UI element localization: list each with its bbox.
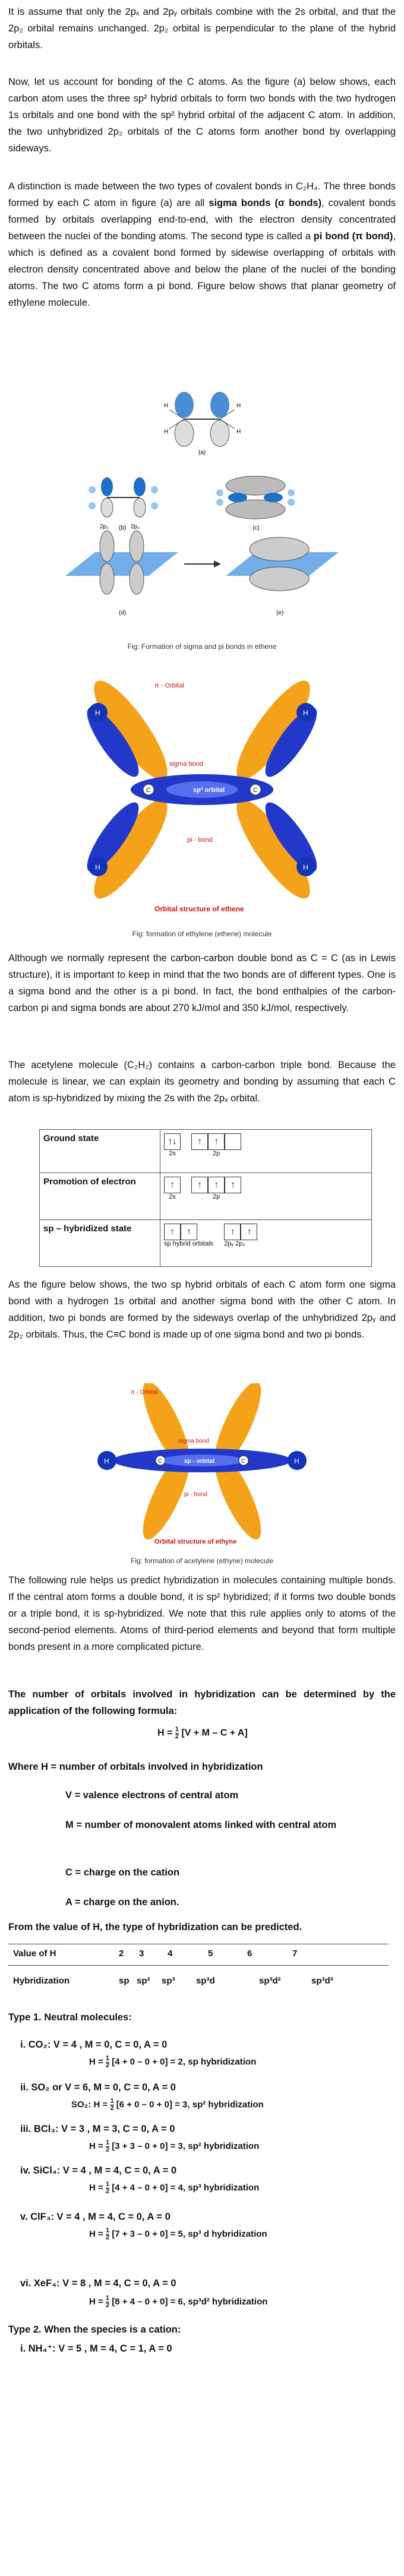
paragraph-sigma-pi-distinction xyxy=(8,178,396,311)
type2-heading: Type 2. When the species is a cation: xyxy=(8,2324,181,2335)
calc-half xyxy=(106,2140,109,2153)
example-calc xyxy=(89,2055,256,2069)
example-head: iii. BCl₃: V = 3 , M = 3, C = 0, A = 0 xyxy=(20,2124,175,2134)
diagram-d xyxy=(65,524,178,616)
frac-num: 1 xyxy=(105,2055,110,2062)
figure-caption: Fig: formation of acetylene (ethyne) molecule xyxy=(130,1557,274,1565)
h-label: H xyxy=(294,1457,299,1465)
table-row xyxy=(40,1130,372,1173)
hyb-table-mid-rule xyxy=(8,1965,389,1966)
row-label: Promotion of electron xyxy=(40,1173,160,1220)
example-head: i. NH₄⁺: V = 5 , M = 4, C = 1, A = 0 xyxy=(20,2343,172,2354)
calc-rhs: [7 + 3 – 0 + 0] = 5, sp³ d hybridization xyxy=(112,2229,267,2239)
label-a: (a) xyxy=(198,449,206,456)
example-calc xyxy=(89,2295,267,2309)
def-m: M = number of monovalent atoms linked with central atom xyxy=(65,1820,337,1830)
figure-ethyne-orbital-structure xyxy=(89,1383,315,1550)
calc-lhs: H = xyxy=(89,2182,103,2193)
h-value: 3 xyxy=(139,1948,144,1959)
example-head: vi. XeF₄: V = 8 , M = 4, C = 0, A = 0 xyxy=(20,2278,176,2289)
pi-orbital-label: π - Orbital xyxy=(154,682,184,689)
h-label: H xyxy=(236,403,241,409)
calc-lhs: H = xyxy=(89,2141,103,2152)
orbital-box: ↑ xyxy=(241,1224,257,1240)
hyb-type: sp³ xyxy=(162,1976,175,1986)
box-group xyxy=(191,1177,241,1200)
box-group xyxy=(164,1133,181,1157)
frac-den: 2 xyxy=(105,2234,110,2241)
def-h: Where H = number of orbitals involved in hybridization xyxy=(8,1761,263,1772)
orbital-sublabel: 2pᵧ 2p₂ xyxy=(224,1240,245,1247)
diagram-c xyxy=(216,476,295,531)
h-label: H xyxy=(95,863,100,872)
orbital-box: ↑ xyxy=(164,1224,181,1240)
diagram-b xyxy=(89,477,158,531)
box-group xyxy=(164,1224,213,1247)
orbital-box: ↑ xyxy=(191,1177,208,1193)
calc-half xyxy=(106,2055,109,2069)
c-label: C xyxy=(146,787,151,794)
frac-num: 1 xyxy=(105,2181,110,2188)
c-label: C xyxy=(253,787,258,794)
pi-bond-label: pi - bond xyxy=(187,837,213,844)
c-label: C xyxy=(158,1458,162,1464)
orbital-sublabel: 2s xyxy=(169,1193,176,1200)
arrow-head xyxy=(214,560,221,568)
def-c: C = charge on the cation xyxy=(65,1867,180,1878)
ethyne-orbital-art xyxy=(89,1383,315,1550)
paragraph-bonding-c-atoms: Now, let us account for bonding of the C atoms. As the figure (a) below shows, each carbon atom uses the three sp² hybrid orbitals to form two bonds with the two hydrogen 1s orbitals and one bond with the sp² hybrid orbital of the adjacent C atom. In addition, the two unhybridized 2p₂ orbitals of the C atoms form another bond by overlapping sideways. xyxy=(8,77,396,154)
h-value: 4 xyxy=(168,1948,173,1959)
example-head: v. ClF₃: V = 4 , M = 4, C = 0, A = 0 xyxy=(20,2211,171,2222)
diagram-a xyxy=(164,392,241,456)
def-from-h: From the value of H, the type of hybridization can be predicted. xyxy=(8,1922,302,1932)
calc-lhs: H = xyxy=(89,2057,103,2067)
hyb-row-label: Hybridization xyxy=(13,1976,70,1986)
figure-ethene-sigma-pi xyxy=(59,374,345,635)
hyb-type: sp xyxy=(119,1976,130,1986)
text-run: , which is defined as a covalent bond formed by sidewise overlapping of orbitals with electron density concentrated above and below the plane of the nuclei of the bonding atoms. The two C atoms form a pi bond. Figure below shows that planar geometry of ethylene molecule. xyxy=(8,231,396,308)
formula-rhs: [V + M – C + A] xyxy=(181,1728,248,1738)
def-a: A = charge on the anion. xyxy=(65,1897,179,1908)
orbital-box: ↑ xyxy=(181,1224,197,1240)
h-label: H xyxy=(104,1457,109,1465)
calc-half xyxy=(106,2228,109,2241)
h-value: 7 xyxy=(292,1948,298,1959)
pi-bond-term: pi bond (π bond) xyxy=(313,231,393,242)
frac-den: 2 xyxy=(105,2188,110,2195)
h-value: 6 xyxy=(247,1948,252,1959)
hyb-type: sp³d³ xyxy=(311,1976,333,1986)
orbital-box: ↑ xyxy=(164,1177,181,1193)
paragraph-sp-hybrid: As the figure below shows, the two sp hybrid orbitals of each C atom form one sigma bond with a hydrogen 1s orbital and another sigma bond with the other C atom. In addition, two pi bonds are formed by the sideways overlap of the unhybridized 2pᵧ and 2p₂ orbitals. Thus, the C≡C bond is made up of one sigma bond and two pi bonds. xyxy=(8,1279,396,1340)
ethene-orbital-diagram xyxy=(59,374,345,635)
hyb-header-label: Value of H xyxy=(13,1948,56,1959)
row-label: sp – hybridized state xyxy=(40,1220,160,1267)
frac-num: 1 xyxy=(105,2227,110,2234)
pi-bond-label: pi - bond xyxy=(184,1491,207,1498)
frac-den: 2 xyxy=(105,2302,110,2309)
h-value: 2 xyxy=(119,1948,124,1959)
pi-orbital-label: π - Orbital xyxy=(131,1389,158,1396)
hyb-type: sp³d xyxy=(196,1976,215,1986)
h-label: H xyxy=(303,863,308,872)
sigma-bond-term: sigma bonds (σ bonds) xyxy=(209,198,322,208)
orbital-structure-label: Orbital structure of ethyne xyxy=(154,1538,237,1545)
orbital-box: ↑ xyxy=(208,1133,225,1150)
orbital-box: ↑ xyxy=(208,1177,225,1193)
paragraph-double-bond: Although we normally represent the carbon-carbon double bond as C = C (as in Lewis structure), it is important to keep in mind that the two bonds are of different types. One is a sigma bond and the other is a pi bond. In fact, the bond enthalpies of the carbon-carbon pi and sigma bonds are about 270 kJ/mol and 350 kJ/mol, respectively. xyxy=(8,953,396,1013)
hyb-type: sp² xyxy=(137,1976,150,1986)
example-head: iv. SiCl₄: V = 4 , M = 4, C = 0, A = 0 xyxy=(20,2165,177,2176)
calc-rhs: [8 + 4 – 0 + 0] = 6, sp³d² hybridization xyxy=(112,2296,268,2307)
label-d: (d) xyxy=(119,610,127,616)
example-calc xyxy=(89,2228,267,2241)
text-run: , covalent bonds formed by orbitals overlapping end-to-end, with the electron density concentrated between the nuclei of the bonding atoms. The second type is called a xyxy=(8,198,396,242)
text-run: A distinction is made between the two types of covalent bonds in C₂H₄. The three bonds formed by each C atom in figure (a) are all xyxy=(8,181,396,208)
h-label: H xyxy=(164,429,169,435)
def-v: V = valence electrons of central atom xyxy=(65,1790,239,1801)
figure-caption: Fig: formation of ethylene (ethene) molecule xyxy=(132,930,272,938)
pz-label: 2p₂ xyxy=(131,524,140,530)
orbital-box: ↑ xyxy=(191,1133,208,1150)
orbital-box: ↑ xyxy=(224,1224,241,1240)
orbital-sublabel: 2p xyxy=(213,1150,220,1157)
label-e: (e) xyxy=(276,610,284,616)
example-calc xyxy=(89,2181,259,2195)
orbital-box xyxy=(225,1133,241,1150)
formula-half xyxy=(175,1726,179,1740)
orbital-sublabel: sp hybrid orbitals xyxy=(164,1240,214,1247)
orbital-box: ↑↓ xyxy=(164,1133,181,1150)
orbital-sublabel: 2s xyxy=(169,1150,176,1157)
config-cell xyxy=(160,1173,372,1220)
sigma-bond-label: sigma bond xyxy=(178,1438,209,1444)
calc-half xyxy=(106,2295,109,2309)
formula-lhs: H = xyxy=(157,1728,173,1738)
calc-rhs: [3 + 3 – 0 + 0] = 3, sp² hybridization xyxy=(112,2141,260,2152)
figure-caption: Fig: Formation of sigma and pi bonds in ethene xyxy=(127,642,277,651)
config-cell xyxy=(160,1220,372,1267)
figure-ethene-orbital-structure xyxy=(65,665,339,920)
sigma-bond-label: sigma bond xyxy=(169,761,203,768)
h-label: H xyxy=(236,429,241,435)
c-label: C xyxy=(241,1458,245,1464)
label-b: (b) xyxy=(119,525,127,531)
h-label: H xyxy=(164,403,169,409)
frac-den: 2 xyxy=(110,2105,114,2112)
h-value: 5 xyxy=(208,1948,213,1959)
calc-lhs: H = xyxy=(89,2296,103,2307)
orbital-structure-label: Orbital structure of ethene xyxy=(154,905,244,913)
h-label: H xyxy=(95,709,100,717)
frac-num: 1 xyxy=(175,1726,179,1733)
example-head: ii. SO₂ or V = 6, M = 0, C = 0, A = 0 xyxy=(20,2082,176,2093)
config-cell xyxy=(160,1130,372,1173)
box-group xyxy=(164,1177,181,1200)
type1-heading: Type 1. Neutral molecules: xyxy=(8,2012,132,2023)
ethene-orbital-art xyxy=(65,665,339,920)
h-label: H xyxy=(303,709,308,717)
paragraph-pz-orbital: It is assume that only the 2pₓ and 2pᵧ orbitals combine with the 2s orbital, and that the 2p₂ orbital remains unchanged. 2p₂ orbital is perpendicular to the plane of the hybrid orbitals. xyxy=(8,7,396,50)
row-label: Ground state xyxy=(40,1130,160,1173)
paragraph-hybridization-rule: The following rule helps us predict hybridization in molecules containing multiple bonds. If the central atom forms a double bond, it is sp² hybridized; if it forms two double bonds or a triple bond, it is sp-hybridized. We note that this rule applies only to atoms of the second-period elements. Atoms of third-period elements and beyond that form multiple bonds present in a more complicated picture. xyxy=(8,1575,396,1652)
frac-num: 1 xyxy=(110,2097,114,2105)
calc-rhs: [6 + 0 – 0 + 0] = 3, sp² hybridization xyxy=(116,2099,264,2110)
frac-den: 2 xyxy=(105,2146,110,2153)
example-calc xyxy=(89,2140,259,2153)
orbital-sublabel: 2p xyxy=(213,1193,220,1200)
calc-half xyxy=(110,2098,113,2112)
paragraph-formula-intro: The number of orbitals involved in hybridization can be determined by the application of the following formula: xyxy=(8,1689,396,1716)
sp2-orbital-label: sp² orbital xyxy=(193,787,225,794)
calc-lhs: SO₂: H = xyxy=(71,2099,108,2110)
sp-orbital-label: sp - orbital xyxy=(184,1458,215,1465)
hybridization-formula xyxy=(157,1726,248,1740)
orbital-box: ↑ xyxy=(225,1177,241,1193)
frac-num: 1 xyxy=(105,2295,110,2302)
table-row xyxy=(40,1173,372,1220)
electron-configuration-table xyxy=(39,1129,372,1267)
box-group xyxy=(191,1133,241,1157)
hyb-type: sp³d² xyxy=(259,1976,281,1986)
frac-num: 1 xyxy=(105,2139,110,2146)
calc-rhs: [4 + 0 – 0 + 0] = 2, sp hybridization xyxy=(112,2057,257,2067)
box-group xyxy=(224,1224,257,1247)
table-row xyxy=(40,1220,372,1267)
example-calc xyxy=(71,2098,264,2112)
calc-half xyxy=(106,2181,109,2195)
calc-lhs: H = xyxy=(89,2229,103,2239)
example-head: i. CO₂: V = 4 , M = 0, C = 0, A = 0 xyxy=(20,2039,168,2050)
paragraph-acetylene: The acetylene molecule (C₂H₂) contains a carbon-carbon triple bond. Because the molecule is linear, we can explain its geometry and bonding by assuming that each C atom is sp-hybridized by mixing the 2s with the 2pₓ orbital. xyxy=(8,1060,396,1104)
pz-label: 2p₂ xyxy=(100,524,109,530)
frac-den: 2 xyxy=(175,1733,179,1740)
label-c: (c) xyxy=(252,525,260,531)
calc-rhs: [4 + 4 – 0 + 0] = 4, sp³ hybridization xyxy=(112,2182,260,2193)
frac-den: 2 xyxy=(105,2062,110,2069)
diagram-e xyxy=(226,537,339,616)
